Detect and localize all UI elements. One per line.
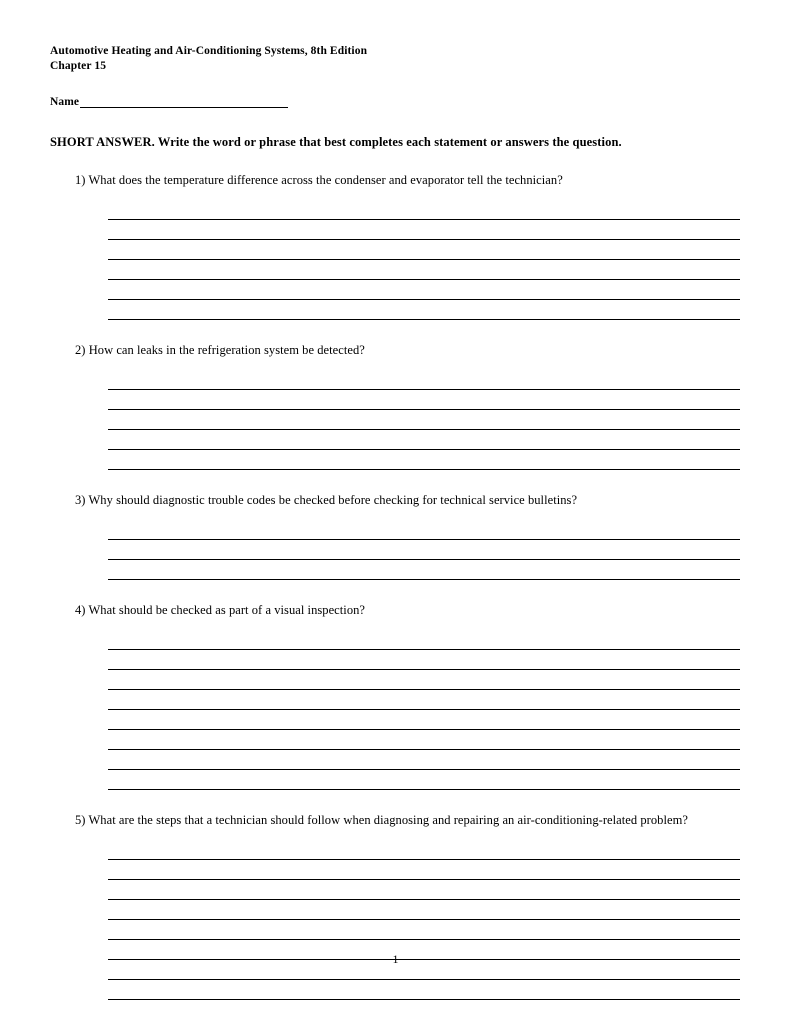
answer-line[interactable]	[108, 900, 740, 920]
answer-line[interactable]	[108, 240, 740, 260]
page-number: 1	[392, 952, 399, 966]
answer-line[interactable]	[108, 200, 740, 220]
question-text: 2) How can leaks in the refrigeration system be detected?	[75, 343, 365, 357]
answer-line[interactable]	[108, 280, 740, 300]
question-text: 1) What does the temperature difference across the condenser and evaporator tell the technician?	[75, 173, 563, 187]
answer-line[interactable]	[108, 650, 740, 670]
question-text: 5) What are the steps that a technician should follow when diagnosing and repairing an air-conditioning-related problem?	[75, 813, 688, 827]
questions-container	[50, 172, 742, 1000]
answer-line[interactable]	[108, 630, 740, 650]
question-block	[50, 342, 742, 470]
answer-line[interactable]	[108, 840, 740, 860]
answer-line[interactable]	[108, 670, 740, 690]
question-text: 4) What should be checked as part of a visual inspection?	[75, 603, 366, 617]
answer-line[interactable]	[108, 450, 740, 470]
answer-line[interactable]	[108, 300, 740, 320]
answer-lines	[50, 200, 742, 320]
answer-line[interactable]	[108, 690, 740, 710]
answer-line[interactable]	[108, 370, 740, 390]
answer-line[interactable]	[108, 880, 740, 900]
answer-line[interactable]	[108, 710, 740, 730]
instructions-text: SHORT ANSWER. Write the word or phrase that best completes each statement or answers the question.	[50, 135, 622, 149]
document-title: Automotive Heating and Air-Conditioning Systems, 8th Edition	[50, 45, 368, 57]
question-block	[50, 602, 742, 790]
answer-line[interactable]	[108, 730, 740, 750]
document-content	[50, 44, 742, 1000]
chapter-label: Chapter 15	[50, 60, 107, 72]
answer-line[interactable]	[108, 220, 740, 240]
name-input-blank[interactable]	[80, 96, 288, 108]
answer-line[interactable]	[108, 920, 740, 940]
answer-line[interactable]	[108, 390, 740, 410]
answer-line[interactable]	[108, 540, 740, 560]
answer-lines	[50, 630, 742, 790]
answer-lines	[50, 840, 742, 1000]
answer-line[interactable]	[108, 560, 740, 580]
answer-line[interactable]	[108, 430, 740, 450]
question-block	[50, 812, 742, 1000]
answer-line[interactable]	[108, 410, 740, 430]
question-block	[50, 492, 742, 580]
question-text: 3) Why should diagnostic trouble codes be checked before checking for technical service bulletins?	[75, 493, 578, 507]
answer-line[interactable]	[108, 860, 740, 880]
answer-lines	[50, 520, 742, 580]
question-block	[50, 172, 742, 320]
answer-lines	[50, 370, 742, 470]
name-field-row	[50, 96, 742, 108]
answer-line[interactable]	[108, 770, 740, 790]
answer-line[interactable]	[108, 750, 740, 770]
answer-line[interactable]	[108, 980, 740, 1000]
name-label: Name	[50, 96, 80, 108]
answer-line[interactable]	[108, 520, 740, 540]
answer-line[interactable]	[108, 260, 740, 280]
